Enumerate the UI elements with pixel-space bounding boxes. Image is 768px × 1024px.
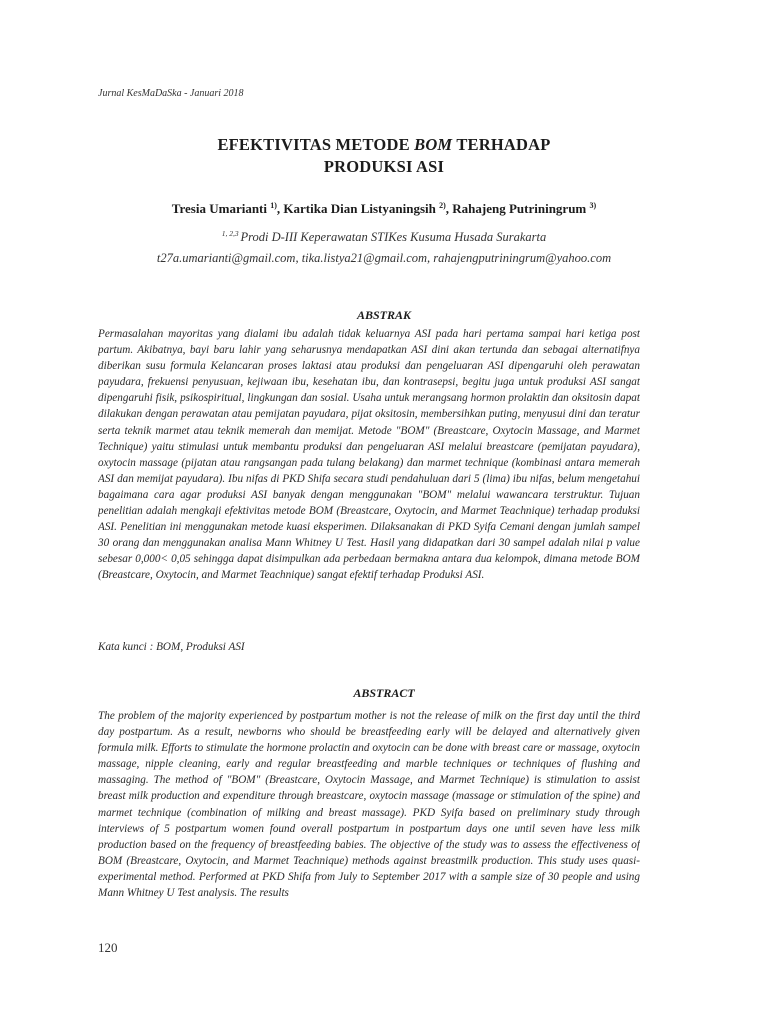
author-list [0,201,768,217]
abstrak-heading: ABSTRAK [356,308,412,322]
page-number: 120 [98,940,118,955]
running-header: Jurnal KesMaDaSka - Januari 2018 [98,88,244,99]
author-1-mark: 1) [270,201,277,210]
abstract-heading: ABSTRACT [353,686,415,700]
article-title [0,134,768,178]
affiliation-marks: 1, 2,3 [221,229,241,238]
author-emails: t27a.umarianti@gmail.com, tika.listya21@gmail.com, rahajengputriningrum@yahoo.com [156,251,612,265]
abstrak-body: Permasalahan mayoritas yang dialami ibu adalah tidak keluarnya ASI pada hari pertama sampai hari ketiga post partum. Akibatnya, bayi baru lahir yang seharusnya mendapatkan ASI dini akan tertunda dan sebagai alternatifnya diberikan susu formula Kelancaran proses laktasi atau produksi dan pengeluaran ASI dipengaruhi oleh perawatan payudara, frekuensi penyusuan, kejiwaan ibu, kesehatan ibu, dan kontrasepsi, begitu juga untuk produksi ASI sangat dipengaruhi fisik, psikospiritual, lingkungan dan sosial. Usaha untuk merangsang hormon prolaktin dan oksitosin dapat dilakukan dengan perawatan atau pemijatan payudara, pijat oksitosin, membersihkan puting, menyusui dini dan teratur serta teknik marmet atau teknik memerah dan memijat. Metode "BOM" (Breastcare, Oxytocin Massage, and Marmet Technique) yaitu stimulasi untuk membantu produksi dan pengeluaran ASI melalui breastcare (pemijatan payudara), oxytocin massage (pijatan atau rangsangan pada tulang belakang) dan marmet technique (kombinasi antara memerah ASI dan memijat payudara). Ibu nifas di PKD Shifa secara studi pendahuluan dari 5 (lima) ibu nifas, belum mengetahui bagaimana cara agar produksi ASI banyak dengan menggunakan "BOM" melalui wawancara terstruktur. Tujuan penelitian adalah mengkaji efektivitas metode BOM (Breastcare, Oxytocin, and Marmet Teachnique) terhadap produksi ASI. Penelitian ini menggunakan metode kuasi eksperimen. Dilaksanakan di PKD Syifa Cemani dengan jumlah sampel 30 orang dan menggunakan analisa Mann Whitney U Test. Hasil yang didapatkan dari 30 sampel adalah nilai p value sebesar 0,000< 0,05 sehingga dapat disimpulkan ada perbedaan bermakna antara dua kelompok, dimana metode BOM (Breastcare, Oxytocin, and Marmet Teachnique) sangat efektif terhadap Produksi ASI. [98,328,640,582]
title-line-1 [0,134,768,156]
author-3: , Rahajeng Putriningrum [445,201,590,216]
abstract-body: The problem of the majority experienced by postpartum mother is not the release of milk on the first day until the third day postpartum. As a result, newborns who should be breastfeeding early will be delayed and alternatively given formula milk. Efforts to stimulate the hormone prolactin and oxytocin can be done with breast care or massage, oxytocin massage, nipple cleaning, early and regular breastfeeding and marble techniques or techniques of flushing and massaging. The method of "BOM" (Breastcare, Oxytocin Massage, and Marmet Technique) is stimulation to assist breast milk production and expenditure through breastcare, oxytocin massage (massage or stimulation of the spine) and marmet technique (combination of milking and breast massage). PKD Syifa based on preliminary study through interviews of 5 postpartum women found overall postpartum in postpartum days one until seven have less milk production based on the frequency of breastfeeding babies. The objective of the study was to assess the effectiveness of BOM (Breastcare, Oxytocin, and Marmet Teachnique) methods against breastmilk production. This study uses quasi-experimental method. Performed at PKD Shifa from July to September 2017 with a sample size of 30 people and using Mann Whitney U Test analysis. The results [98,710,640,900]
author-2: , Kartika Dian Listyaningsih [276,201,440,216]
author-1: Tresia Umarianti [171,201,271,216]
title-line-2: PRODUKSI ASI [323,157,445,176]
title-line-1-pre: EFEKTIVITAS METODE [217,135,415,154]
title-line-1-italic: BOM [414,135,453,154]
author-3-mark: 3) [589,201,597,210]
title-line-1-post: TERHADAP [452,135,551,154]
keywords: Kata kunci : BOM, Produksi ASI [98,641,245,653]
affiliation [0,229,768,245]
author-2-mark: 2) [439,201,446,210]
affiliation-text: Prodi D-III Keperawatan STIKes Kusuma Husada Surakarta [240,230,547,244]
